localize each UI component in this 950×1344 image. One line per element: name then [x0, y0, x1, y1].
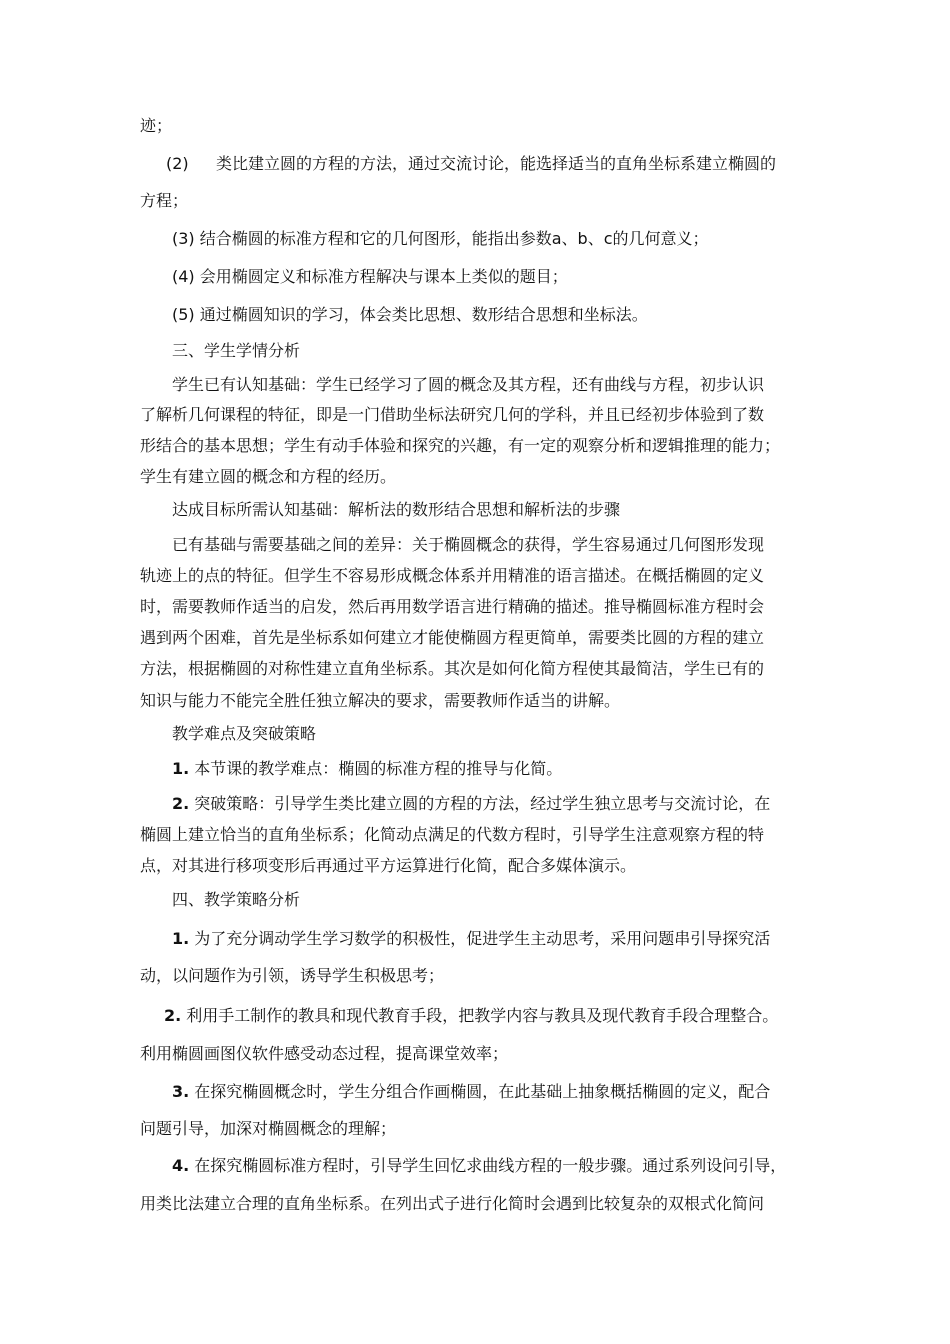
list-item-number: (2): [166, 154, 189, 173]
paragraph-line: 已有基础与需要基础之间的差异：关于椭圆概念的获得，学生容易通过几何图形发现: [172, 535, 765, 554]
list-item: [172, 927, 770, 951]
paragraph-line: 轨迹上的点的特征。但学生不容易形成概念体系并用精准的语言描述。在概括椭圆的定义: [140, 566, 765, 585]
list-item: (4) 会用椭圆定义和标准方程解决与课本上类似的题目；: [172, 267, 568, 286]
paragraph-line: 了解析几何课程的特征，即是一门借助坐标法研究几何的学科，并且已经初步体验到了数: [140, 405, 765, 424]
paragraph-line: 问题引导，加深对椭圆概念的理解；: [140, 1119, 397, 1138]
paragraph-line: 形结合的基本思想；学生有动手体验和探究的兴趣，有一定的观察分析和逻辑推理的能力；: [140, 436, 781, 455]
paragraph-line: 用类比法建立合理的直角坐标系。在列出式子进行化简时会遇到比较复杂的双根式化简问: [140, 1194, 765, 1213]
paragraph-line: 时，需要教师作适当的启发，然后再用数学语言进行精确的描述。推导椭圆标准方程时会: [140, 597, 765, 616]
paragraph-line: 学生有建立圆的概念和方程的经历。: [140, 467, 397, 486]
list-item: (5) 通过椭圆知识的学习，体会类比思想、数形结合思想和坐标法。: [172, 305, 648, 324]
paragraph-line: 达成目标所需认知基础：解析法的数形结合思想和解析法的步骤: [172, 500, 621, 519]
list-text: 在探究椭圆标准方程时，引导学生回忆求曲线方程的一般步骤。通过系列设问引导，: [189, 1156, 787, 1175]
paragraph-line: 方法，根据椭圆的对称性建立直角坐标系。其次是如何化简方程使其最简洁，学生已有的: [140, 659, 765, 678]
list-text: 本节课的教学难点：椭圆的标准方程的推导与化简。: [189, 759, 563, 778]
list-number: 4.: [172, 1156, 190, 1175]
section-heading: 四、教学策略分析: [172, 890, 301, 909]
paragraph-line: 利用椭圆画图仪软件感受动态过程，提高课堂效率；: [140, 1044, 509, 1063]
list-item: [172, 1080, 770, 1104]
paragraph-line: 类比建立圆的方程的方法，通过交流讨论，能选择适当的直角坐标系建立椭圆的: [216, 154, 777, 173]
list-item: [172, 1154, 786, 1178]
list-item: [164, 1004, 778, 1028]
paragraph-line: 动，以问题作为引领，诱导学生积极思考；: [140, 966, 445, 985]
list-text: 为了充分调动学生学习数学的积极性，促进学生主动思考，采用问题串引导探究活: [189, 929, 771, 948]
paragraph-line: 迹；: [140, 116, 173, 135]
list-item: (3) 结合椭圆的标准方程和它的几何图形，能指出参数a、b、c的几何意义；: [172, 229, 709, 248]
list-text: 在探究椭圆概念时，学生分组合作画椭圆，在此基础上抽象概括椭圆的定义，配合: [189, 1082, 771, 1101]
section-heading: 三、学生学情分析: [172, 341, 301, 360]
list-number: 3.: [172, 1082, 190, 1101]
list-number: 2.: [164, 1006, 182, 1025]
list-number: 1.: [172, 929, 190, 948]
list-item: [172, 792, 770, 816]
paragraph-line: 方程；: [140, 191, 189, 210]
list-number: 1.: [172, 759, 190, 778]
paragraph-line: 点，对其进行移项变形后再通过平方运算进行化简，配合多媒体演示。: [140, 856, 637, 875]
list-number: 2.: [172, 794, 190, 813]
paragraph-line: 学生已有认知基础：学生已经学习了圆的概念及其方程，还有曲线与方程，初步认识: [172, 375, 765, 394]
paragraph-line: 遇到两个困难，首先是坐标系如何建立才能使椭圆方程更简单，需要类比圆的方程的建立: [140, 628, 765, 647]
list-text: 利用手工制作的教具和现代教育手段，把教学内容与教具及现代教育手段合理整合。: [181, 1006, 779, 1025]
paragraph-line: 椭圆上建立恰当的直角坐标系；化简动点满足的代数方程时，引导学生注意观察方程的特: [140, 825, 765, 844]
list-text: 突破策略：引导学生类比建立圆的方程的方法，经过学生独立思考与交流讨论，在: [189, 794, 771, 813]
section-heading: 教学难点及突破策略: [172, 724, 317, 743]
list-item: [172, 757, 562, 781]
paragraph-line: 知识与能力不能完全胜任独立解决的要求，需要教师作适当的讲解。: [140, 691, 621, 710]
